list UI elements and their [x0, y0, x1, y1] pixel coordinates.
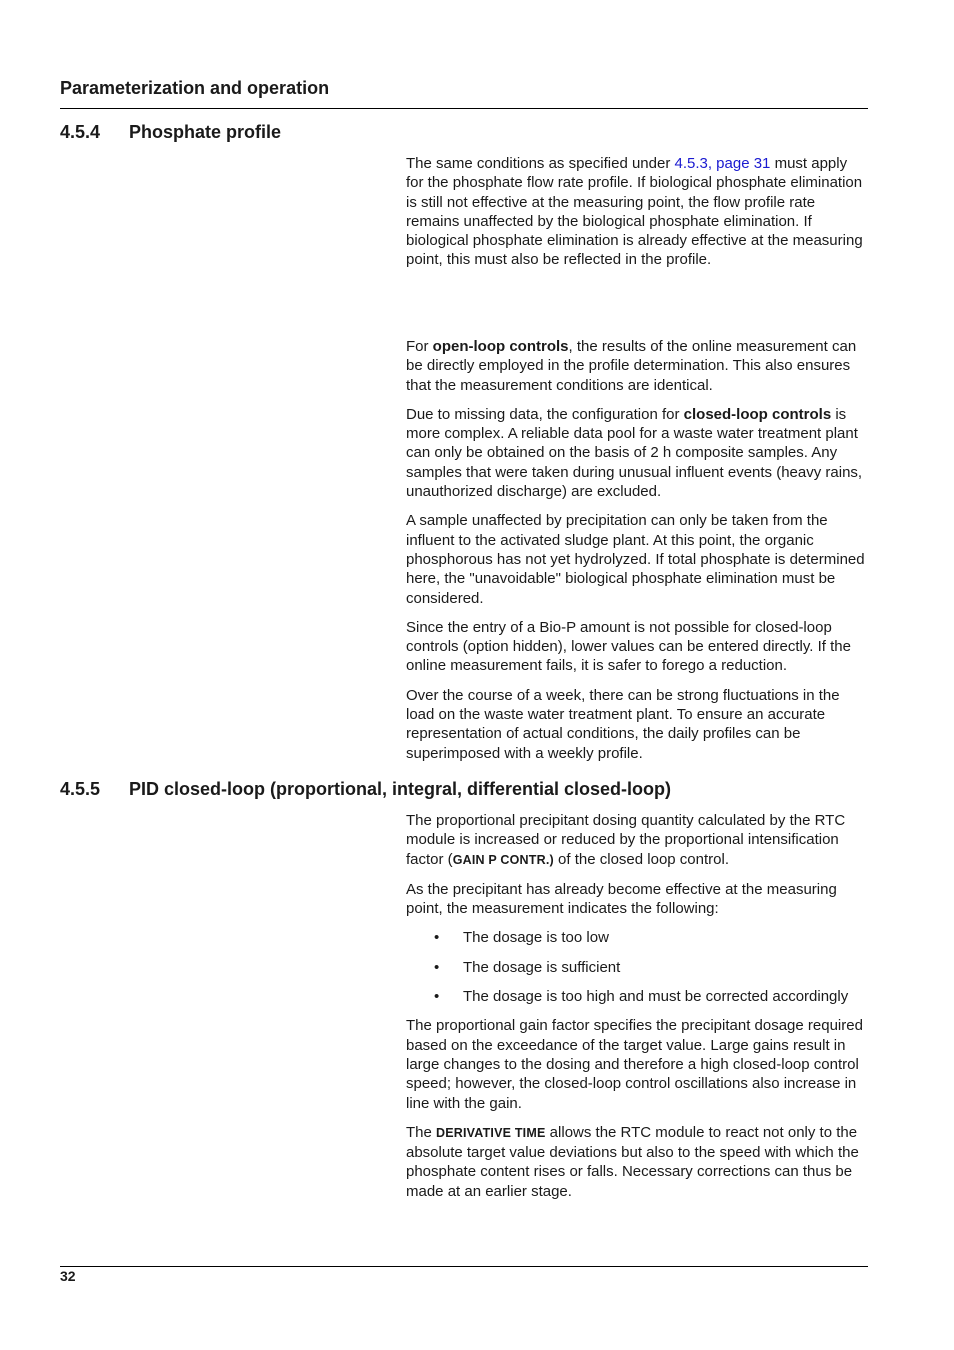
section-4-5-5-text-block — [406, 811, 868, 1211]
parameter-term: GAIN P CONTR.) — [452, 852, 554, 867]
list-item — [406, 987, 868, 1006]
running-header-title: Parameterization and operation — [60, 78, 330, 98]
section-title: Phosphate profile — [129, 122, 282, 142]
text-run: The — [406, 1123, 437, 1141]
list-item — [406, 928, 868, 947]
paragraph — [406, 154, 868, 270]
section-4-5-4-text-block-2 — [406, 337, 868, 773]
text-run: of the closed loop control. — [553, 850, 729, 868]
cross-reference-link[interactable]: 4.5.3, page 31 — [674, 155, 771, 172]
text-run: , the results of the online measurement can be directly employed in the profile determination. This also ensures that the measurement conditions are identical. — [406, 338, 857, 394]
paragraph — [406, 405, 868, 501]
text-run: allows the RTC module to react not only to the absolute target value deviations but also to the speed with which the phosphate content rises or falls. Necessary corrections can thus be made at an earlier stage. — [406, 1123, 859, 1200]
paragraph: As the precipitant has already become effective at the measuring point, the measurement indicates the following: — [406, 880, 837, 918]
bold-term: open-loop controls — [432, 338, 569, 355]
paragraph — [406, 1123, 868, 1201]
paragraph: A sample unaffected by precipitation can only be taken from the influent to the activated sludge plant. At this point, the organic phosphorous has not yet hydrolyzed. If total phosphate is determined here, the "unavoidable" biological phosphate elimination must be considered. — [406, 512, 865, 607]
list-item-text: The dosage is too low — [463, 929, 609, 947]
text-run: The same conditions as specified under — [406, 155, 675, 172]
bullet-icon: • — [434, 988, 440, 1006]
header-rule — [60, 108, 868, 109]
bullet-icon: • — [434, 958, 440, 976]
bullet-icon: • — [434, 929, 440, 947]
section-heading-4-5-5 — [60, 779, 671, 800]
list-item-text: The dosage is too high and must be corrected accordingly — [463, 988, 849, 1006]
section-4-5-4-text-block-1 — [406, 154, 868, 280]
paragraph: The proportional gain factor specifies the precipitant dosage required based on the exceedance of the target value. Large gains result in large changes to the dosing and therefore a high closed-loop control speed; however, the closed-loop control oscillations also increase in line with the gain. — [406, 1017, 863, 1112]
list-item — [406, 958, 868, 977]
paragraph — [406, 337, 868, 395]
paragraph: Since the entry of a Bio-P amount is not possible for closed-loop controls (option hidden), lower values can be entered directly. If the online measurement fails, it is safer to forego a reduction. — [406, 618, 851, 675]
paragraph: Over the course of a week, there can be strong fluctuations in the load on the waste water treatment plant. To ensure an accurate representation of actual conditions, the daily profiles can be superimposed with a weekly profile. — [406, 686, 840, 762]
section-number: 4.5.4 — [60, 122, 101, 142]
bold-term: closed-loop controls — [683, 405, 832, 423]
section-title: PID closed-loop (proportional, integral, differential closed-loop) — [129, 779, 672, 799]
bullet-list — [406, 928, 868, 1006]
text-run: The proportional precipitant dosing quantity calculated by the RTC module is increased or reduced by the proportional intensification factor ( — [406, 812, 846, 868]
text-run: must apply for the phosphate flow rate profile. If biological phosphate elimination is still not effective at the measuring point, the flow profile rate remains unaffected by the biological phosphate elimination. If biological phosphate elimination is already effective at the measuring point, this must also be reflected in the profile. — [406, 155, 863, 269]
text-run: is more complex. A reliable data pool for a waste water treatment plant can only be obtained on the basis of 2 h composite samples. Any samples that were taken during unusual influent events (heavy rains, unauthorized discharge) are excluded. — [406, 405, 863, 501]
section-number: 4.5.5 — [60, 779, 101, 799]
page-number: 32 — [60, 1268, 76, 1284]
text-run: Due to missing data, the configuration for — [406, 405, 684, 423]
paragraph — [406, 811, 868, 870]
section-heading-4-5-4 — [60, 122, 281, 143]
footer-rule — [60, 1266, 868, 1267]
parameter-term: DERIVATIVE TIME — [436, 1125, 546, 1140]
list-item-text: The dosage is sufficient — [463, 958, 621, 976]
text-run: For — [406, 338, 433, 355]
